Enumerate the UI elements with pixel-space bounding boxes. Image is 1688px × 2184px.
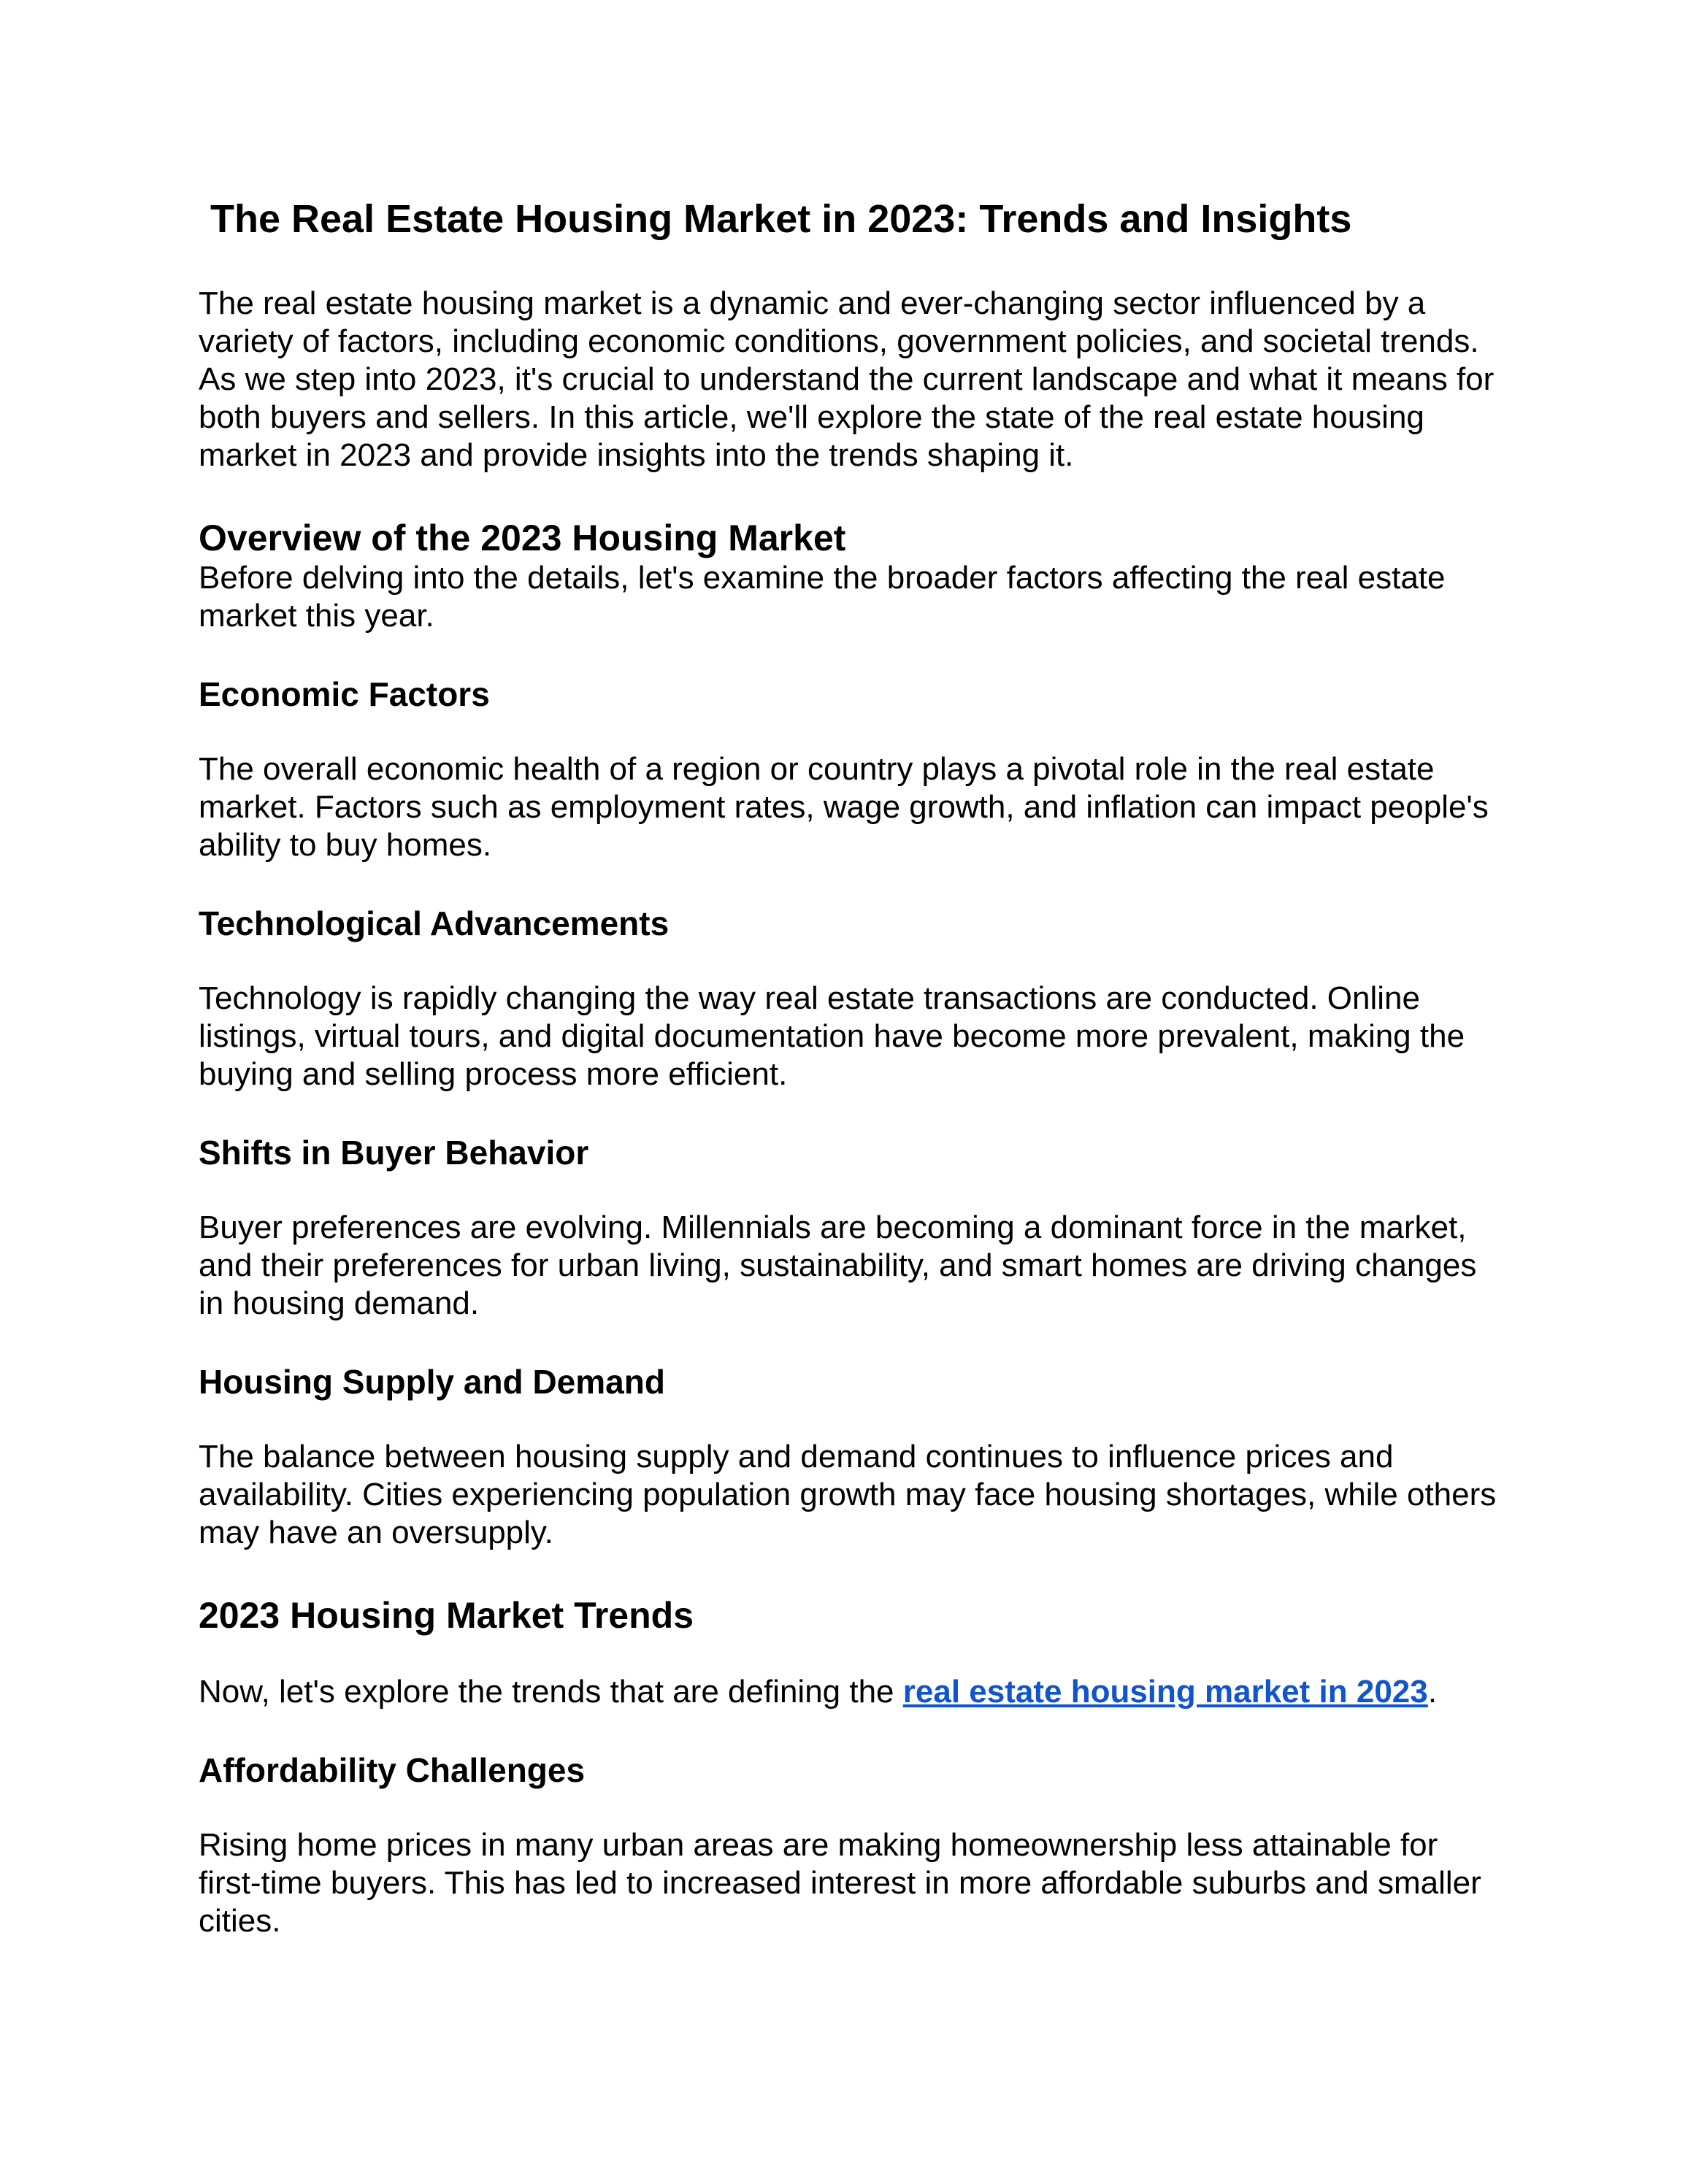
economic-factors-heading: Economic Factors [199, 675, 490, 713]
market-trends-suffix: . [1427, 1674, 1437, 1710]
supply-demand-paragraph: The balance between housing supply and demand continues to influence prices and availability. Cities experiencing population growth may face housing shortages, while others may have an oversupply. [199, 1439, 1497, 1550]
market-trends-paragraph [199, 1673, 1498, 1711]
economic-factors-paragraph: The overall economic health of a region or country plays a pivotal role in the real estate market. Factors such as employment rates, wage growth, and inflation can impact people's ability to buy homes. [199, 751, 1489, 863]
technological-advancements-heading: Technological Advancements [199, 904, 670, 942]
technological-advancements-paragraph: Technology is rapidly changing the way real estate transactions are conducted. Online listings, virtual tours, and digital documentation have become more prevalent, making the buying and selling process more efficient. [199, 980, 1465, 1092]
overview-paragraph: Before delving into the details, let's examine the broader factors affecting the real estate market this year. [199, 560, 1446, 634]
market-trends-prefix: Now, let's explore the trends that are defining the [199, 1674, 903, 1710]
buyer-behavior-paragraph: Buyer preferences are evolving. Millennials are becoming a dominant force in the market, and their preferences for urban living, sustainability, and smart homes are driving changes in housing demand. [199, 1210, 1477, 1321]
affordability-heading: Affordability Challenges [199, 1751, 586, 1789]
intro-paragraph: The real estate housing market is a dynamic and ever-changing sector influenced by a variety of factors, including economic conditions, government policies, and societal trends. As we step into 2023, it's crucial to understand the current landscape and what it means for both buyers and sellers. In this article, we'll explore the state of the real estate housing market in 2023 and provide insights into the trends shaping it. [199, 285, 1495, 473]
market-trends-heading: 2023 Housing Market Trends [199, 1595, 694, 1636]
buyer-behavior-heading: Shifts in Buyer Behavior [199, 1134, 589, 1172]
affordability-paragraph: Rising home prices in many urban areas are making homeownership less attainable for first-time buyers. This has led to increased interest in more affordable suburbs and smaller cities. [199, 1827, 1481, 1939]
market-article-link[interactable]: real estate housing market in 2023 [902, 1674, 1428, 1710]
overview-heading: Overview of the 2023 Housing Market [199, 518, 846, 558]
document-title: The Real Estate Housing Market in 2023: Trends and Insights [210, 197, 1352, 241]
supply-demand-heading: Housing Supply and Demand [199, 1363, 665, 1401]
document-page [199, 196, 1498, 1940]
